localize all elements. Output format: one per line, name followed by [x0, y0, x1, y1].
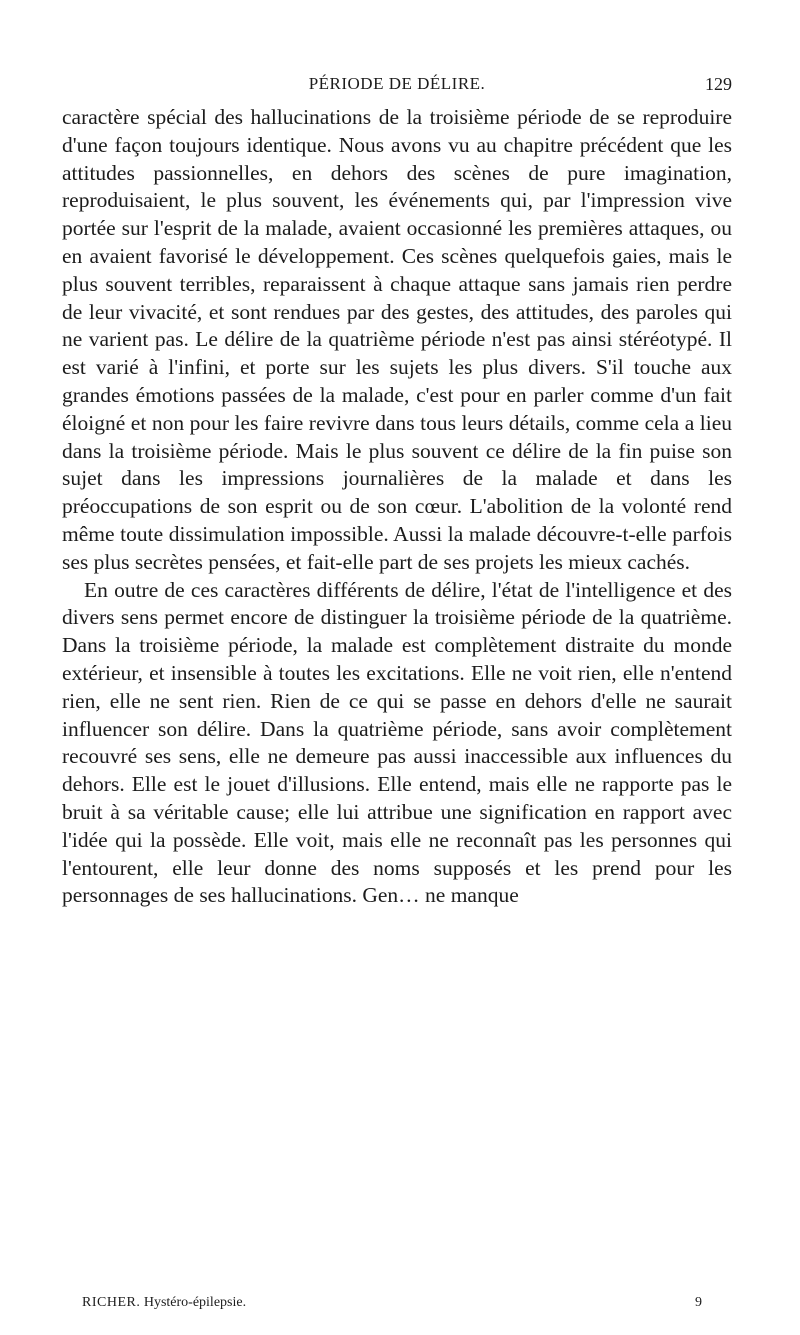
page-footer	[82, 1295, 742, 1315]
paragraph-continued: caractère spécial des hallucinations de la troisième période de se reproduire d'une façon toujours identique. Nous avons vu au chapitre précédent que les attitudes passionnelles, en dehors des scènes de pure imagination, reproduisaient, le plus souvent, les événements qui, par l'impression vive portée sur l'esprit de la malade, avaient occasionné les premières attaques, ou en avaient favorisé le développement. Ces scènes quelquefois gaies, mais le plus souvent terribles, reparaissent à chaque attaque sans jamais rien perdre de leur vivacité, et sont rendues par des gestes, des attitudes, des paroles qui ne varient pas. Le délire de la quatrième période n'est pas ainsi stéréotypé. Il est varié à l'infini, et porte sur les sujets les plus divers. S'il touche aux grandes émotions passées de la malade, c'est pour en parler comme d'un fait éloigné et non pour les faire revivre dans tous leurs détails, comme cela a lieu dans la troisième période. Mais le plus souvent ce délire de la fin puise son sujet dans les impressions journalières de la malade et dans les préoccupations de son esprit ou de son cœur. L'abolition de la volonté rend même toute dissimulation impossible. Aussi la malade découvre-t-elle parfois ses plus secrètes pensées, et fait-elle part de ses projets les mieux cachés.	[62, 105, 732, 574]
running-head	[62, 74, 732, 100]
page-number: 129	[705, 74, 732, 94]
signature-mark: 9	[695, 1295, 702, 1310]
footer-short-title: Hystéro-épilepsie.	[143, 1295, 247, 1310]
running-head-title: PÉRIODE DE DÉLIRE.	[308, 74, 486, 93]
paragraph-intelligence: En outre de ces caractères différents de délire, l'état de l'intelligence et des divers sens permet encore de distinguer la troisième période de la quatrième. Dans la troisième période, la malade est complètement distraite du monde extérieur, et insensible à toutes les excitations. Elle ne voit rien, elle n'entend rien, elle ne sent rien. Rien de ce qui se passe en dehors d'elle ne saurait influencer son délire. Dans la quatrième période, sans avoir complètement recouvré ses sens, elle ne demeure pas aussi inaccessible aux influences du dehors. Elle est le jouet d'illusions. Elle entend, mais elle ne rapporte pas le bruit à sa véritable cause; elle lui attribue une signification en rapport avec l'idée qui la possède. Elle voit, mais elle ne reconnaît pas les personnes qui l'entourent, elle leur donne des noms supposés et les prend pour les personnages de ses hallucinations. Gen… ne manque	[62, 577, 732, 908]
footer-credit	[82, 1295, 246, 1311]
body-text	[62, 104, 732, 910]
footer-author: RICHER.	[82, 1295, 141, 1310]
